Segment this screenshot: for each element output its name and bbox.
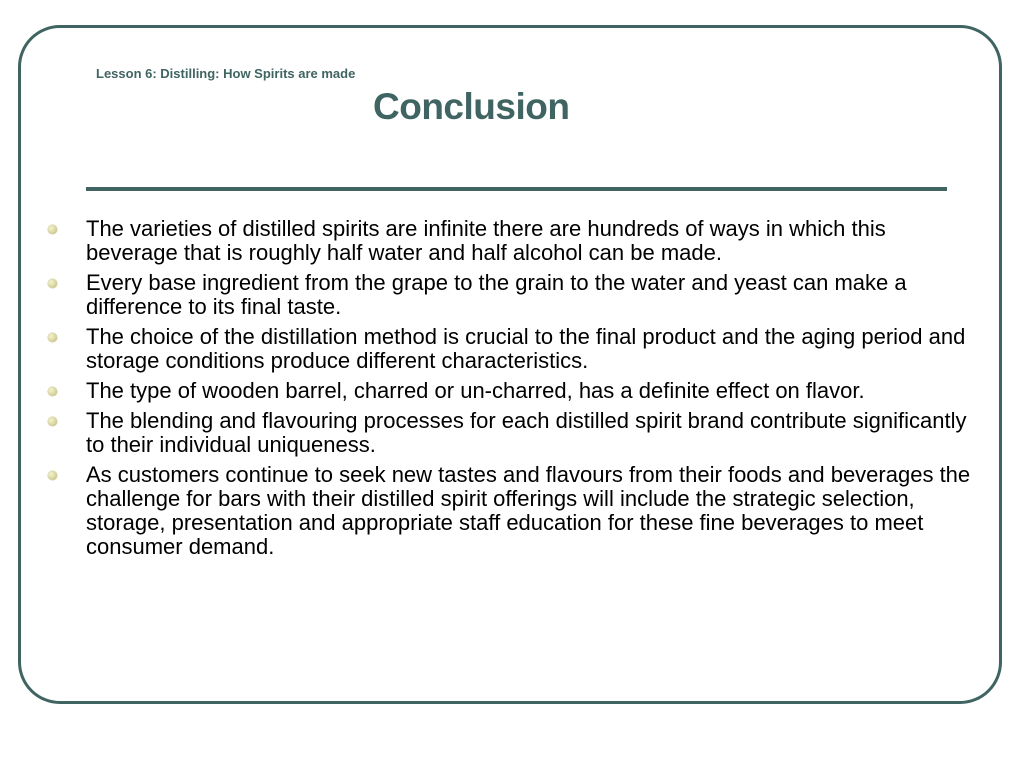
bullet-list: [48, 217, 978, 565]
bullet-text: Every base ingredient from the grape to the grain to the water and yeast can make a difference to its final taste.: [86, 270, 907, 319]
bullet-text: The type of wooden barrel, charred or un-charred, has a definite effect on flavor.: [86, 378, 865, 403]
bullet-text: The blending and flavouring processes for each distilled spirit brand contribute significantly to their individual uniqueness.: [86, 408, 967, 457]
bullet-text: As customers continue to seek new tastes and flavours from their foods and beverages the challenge for bars with their distilled spirit offerings will include the strategic selection, storage, presentation and appropriate staff education for these fine beverages to meet consumer demand.: [86, 462, 971, 559]
bullet-text: The varieties of distilled spirits are infinite there are hundreds of ways in which this beverage that is roughly half water and half alcohol can be made.: [86, 216, 886, 265]
bullet-item: [48, 325, 978, 373]
slide-title: Conclusion: [373, 86, 570, 127]
lesson-subtitle: Lesson 6: Distilling: How Spirits are made: [96, 66, 356, 81]
bullet-dot-icon: [48, 417, 57, 426]
bullet-item: [48, 379, 978, 403]
bullet-item: [48, 271, 978, 319]
bullet-item: [48, 217, 978, 265]
bullet-text: The choice of the distillation method is crucial to the final product and the aging period and storage conditions produce different characteristics.: [86, 324, 966, 373]
bullet-dot-icon: [48, 333, 57, 342]
bullet-item: [48, 463, 978, 559]
bullet-dot-icon: [48, 471, 57, 480]
title-divider: [86, 187, 947, 191]
bullet-dot-icon: [48, 279, 57, 288]
bullet-item: [48, 409, 978, 457]
bullet-dot-icon: [48, 387, 57, 396]
bullet-dot-icon: [48, 225, 57, 234]
